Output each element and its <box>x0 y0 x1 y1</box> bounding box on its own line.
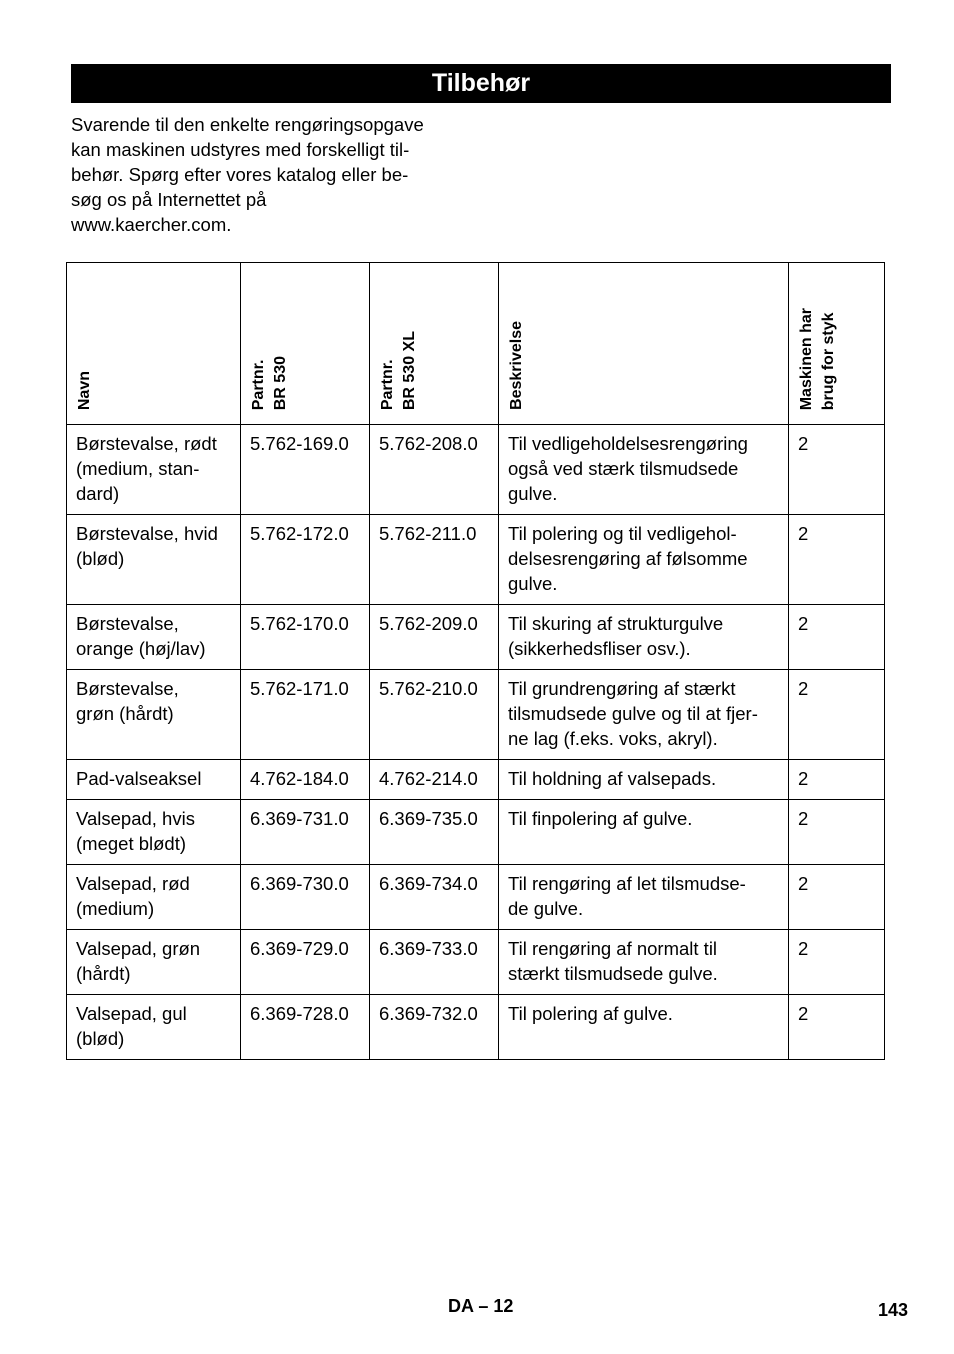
cell-partnr-br530 <box>241 425 370 515</box>
cell-name <box>67 515 241 605</box>
header-partnr-br530xl: Partnr. BR 530 XL <box>370 263 499 425</box>
cell-partnr-br530xl-text: 6.369-734.0 <box>379 873 478 894</box>
cell-partnr-br530 <box>241 995 370 1060</box>
cell-partnr-br530xl <box>370 865 499 930</box>
cell-partnr-br530xl <box>370 425 499 515</box>
cell-description <box>499 670 789 760</box>
cell-description <box>499 865 789 930</box>
cell-description <box>499 995 789 1060</box>
cell-quantity-text: 2 <box>798 523 809 544</box>
table-row <box>67 670 885 760</box>
cell-partnr-br530 <box>241 760 370 800</box>
cell-name-text: Børstevalse, orange (høj/lav) <box>76 613 206 659</box>
cell-partnr-br530 <box>241 800 370 865</box>
cell-name <box>67 930 241 995</box>
cell-description-text: Til rengøring af let tilsmudse- de gulve. <box>508 873 746 919</box>
table-row <box>67 930 885 995</box>
table-row <box>67 760 885 800</box>
cell-partnr-br530xl <box>370 995 499 1060</box>
cell-partnr-br530-text: 6.369-731.0 <box>250 808 349 829</box>
header-name: Navn <box>67 263 241 425</box>
intro-paragraph: Svarende til den enkelte rengøringsopgave kan maskinen udstyres med forskelligt til- behør. Spørg efter vores katalog eller be- søg os på Internettet på www.kaercher.com. <box>71 114 424 235</box>
header-description: Beskrivelse <box>499 263 789 425</box>
cell-partnr-br530 <box>241 930 370 995</box>
cell-description-text: Til polering af gulve. <box>508 1003 673 1024</box>
cell-name <box>67 605 241 670</box>
cell-name-text: Børstevalse, hvid (blød) <box>76 523 218 569</box>
header-partnr-br530: Partnr. BR 530 <box>241 263 370 425</box>
cell-name <box>67 670 241 760</box>
cell-quantity-text: 2 <box>798 433 809 454</box>
cell-partnr-br530-text: 5.762-172.0 <box>250 523 349 544</box>
cell-quantity <box>789 760 885 800</box>
cell-partnr-br530xl <box>370 800 499 865</box>
cell-description <box>499 515 789 605</box>
cell-partnr-br530xl <box>370 760 499 800</box>
footer-language-page: DA – 12 <box>448 1296 514 1316</box>
cell-partnr-br530 <box>241 515 370 605</box>
table-row <box>67 800 885 865</box>
cell-partnr-br530xl-text: 5.762-210.0 <box>379 678 478 699</box>
cell-description-text: Til vedligeholdelsesrengøring også ved stærk tilsmudsede gulve. <box>508 433 748 504</box>
cell-partnr-br530xl-text: 6.369-732.0 <box>379 1003 478 1024</box>
cell-partnr-br530-text: 5.762-171.0 <box>250 678 349 699</box>
cell-name <box>67 995 241 1060</box>
cell-partnr-br530xl-text: 6.369-735.0 <box>379 808 478 829</box>
cell-quantity <box>789 425 885 515</box>
cell-description <box>499 930 789 995</box>
cell-quantity <box>789 800 885 865</box>
cell-description-text: Til polering og til vedligehol- delsesrengøring af følsomme gulve. <box>508 523 748 594</box>
cell-description-text: Til grundrengøring af stærkt tilsmudsede gulve og til at fjer- ne lag (f.eks. voks, akryl). <box>508 678 758 749</box>
cell-partnr-br530xl <box>370 670 499 760</box>
cell-name <box>67 800 241 865</box>
cell-partnr-br530xl-text: 5.762-209.0 <box>379 613 478 634</box>
cell-partnr-br530xl <box>370 605 499 670</box>
table-row <box>67 995 885 1060</box>
section-title: Tilbehør <box>71 64 891 103</box>
cell-partnr-br530xl-text: 5.762-208.0 <box>379 433 478 454</box>
cell-partnr-br530-text: 5.762-169.0 <box>250 433 349 454</box>
header-quantity: Maskinen har brug for styk <box>789 263 885 425</box>
cell-description <box>499 425 789 515</box>
cell-name-text: Valsepad, grøn (hårdt) <box>76 938 201 984</box>
cell-quantity <box>789 930 885 995</box>
cell-name <box>67 760 241 800</box>
cell-quantity <box>789 605 885 670</box>
cell-partnr-br530 <box>241 605 370 670</box>
cell-quantity <box>789 515 885 605</box>
cell-quantity-text: 2 <box>798 873 809 894</box>
cell-description-text: Til rengøring af normalt til stærkt tilsmudsede gulve. <box>508 938 718 984</box>
cell-partnr-br530-text: 5.762-170.0 <box>250 613 349 634</box>
cell-name-text: Valsepad, gul (blød) <box>76 1003 187 1049</box>
cell-quantity-text: 2 <box>798 1003 809 1024</box>
cell-partnr-br530xl <box>370 515 499 605</box>
cell-description-text: Til finpolering af gulve. <box>508 808 693 829</box>
cell-description <box>499 760 789 800</box>
cell-quantity-text: 2 <box>798 938 809 959</box>
cell-quantity-text: 2 <box>798 678 809 699</box>
cell-partnr-br530xl-text: 6.369-733.0 <box>379 938 478 959</box>
cell-partnr-br530xl-text: 5.762-211.0 <box>379 523 477 544</box>
cell-partnr-br530xl <box>370 930 499 995</box>
accessories-table <box>66 262 885 1060</box>
cell-description-text: Til holdning af valsepads. <box>508 768 717 789</box>
cell-name <box>67 425 241 515</box>
cell-partnr-br530 <box>241 865 370 930</box>
cell-description <box>499 800 789 865</box>
cell-description <box>499 605 789 670</box>
cell-quantity <box>789 670 885 760</box>
table-row <box>67 425 885 515</box>
cell-name-text: Pad-valseaksel <box>76 768 202 789</box>
cell-partnr-br530 <box>241 670 370 760</box>
cell-partnr-br530-text: 6.369-730.0 <box>250 873 349 894</box>
cell-partnr-br530-text: 6.369-729.0 <box>250 938 349 959</box>
cell-name-text: Valsepad, hvis (meget blødt) <box>76 808 195 854</box>
cell-partnr-br530xl-text: 4.762-214.0 <box>379 768 478 789</box>
cell-quantity <box>789 865 885 930</box>
cell-name-text: Børstevalse, grøn (hårdt) <box>76 678 179 724</box>
table-header-row <box>67 263 885 425</box>
cell-partnr-br530-text: 6.369-728.0 <box>250 1003 349 1024</box>
table-row <box>67 865 885 930</box>
cell-name <box>67 865 241 930</box>
table-row <box>67 605 885 670</box>
cell-quantity-text: 2 <box>798 768 809 789</box>
cell-quantity <box>789 995 885 1060</box>
cell-quantity-text: 2 <box>798 808 809 829</box>
cell-description-text: Til skuring af strukturgulve (sikkerhedsfliser osv.). <box>508 613 724 659</box>
page-number: 143 <box>878 1300 909 1320</box>
table-row <box>67 515 885 605</box>
cell-quantity-text: 2 <box>798 613 809 634</box>
cell-partnr-br530-text: 4.762-184.0 <box>250 768 349 789</box>
cell-name-text: Børstevalse, rødt (medium, stan- dard) <box>76 433 217 504</box>
cell-name-text: Valsepad, rød (medium) <box>76 873 190 919</box>
